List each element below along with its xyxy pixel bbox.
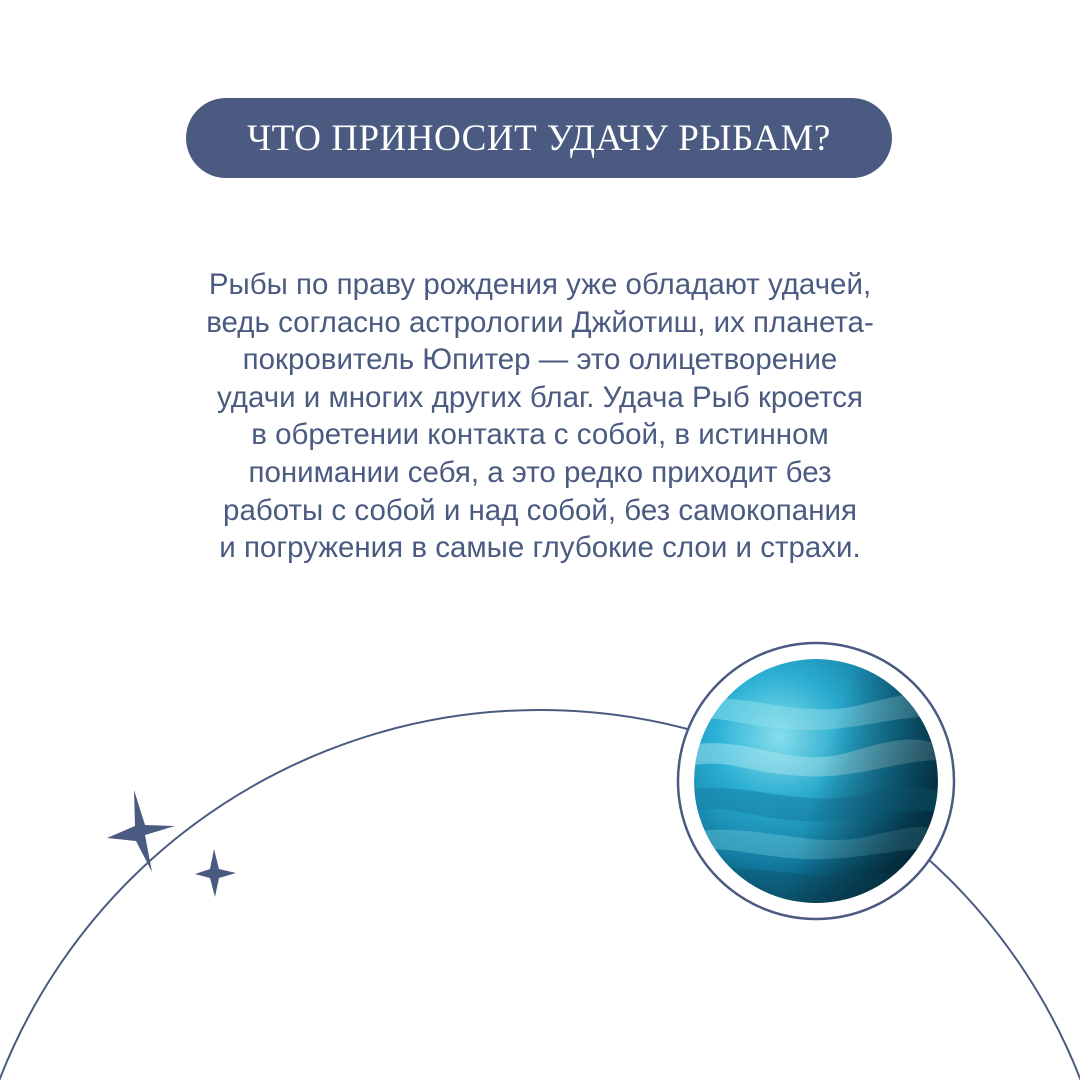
body-line: ведь согласно астрологии Джйотиш, их планета- — [206, 305, 874, 339]
four-point-star-icon — [195, 849, 236, 897]
body-line: в обретении контакта с собой, в истинном — [251, 418, 829, 452]
body-line: покровитель Юпитер — это олицетворение — [242, 343, 838, 377]
four-point-star-icon — [107, 790, 175, 872]
body-line: работы с собой и над собой, без самокопания — [223, 493, 857, 527]
body-line: и погружения в самые глубокие слои и страхи. — [219, 531, 861, 565]
body-line: Рыбы по праву рождения уже обладают удачей, — [208, 268, 872, 301]
page-title: ЧТО ПРИНОСИТ УДАЧУ РЫБАМ? — [247, 117, 831, 159]
body-line: понимании себя, а это редко приходит без — [248, 455, 832, 489]
body-line: удачи и многих других благ. Удача Рыб кроется — [217, 380, 863, 414]
